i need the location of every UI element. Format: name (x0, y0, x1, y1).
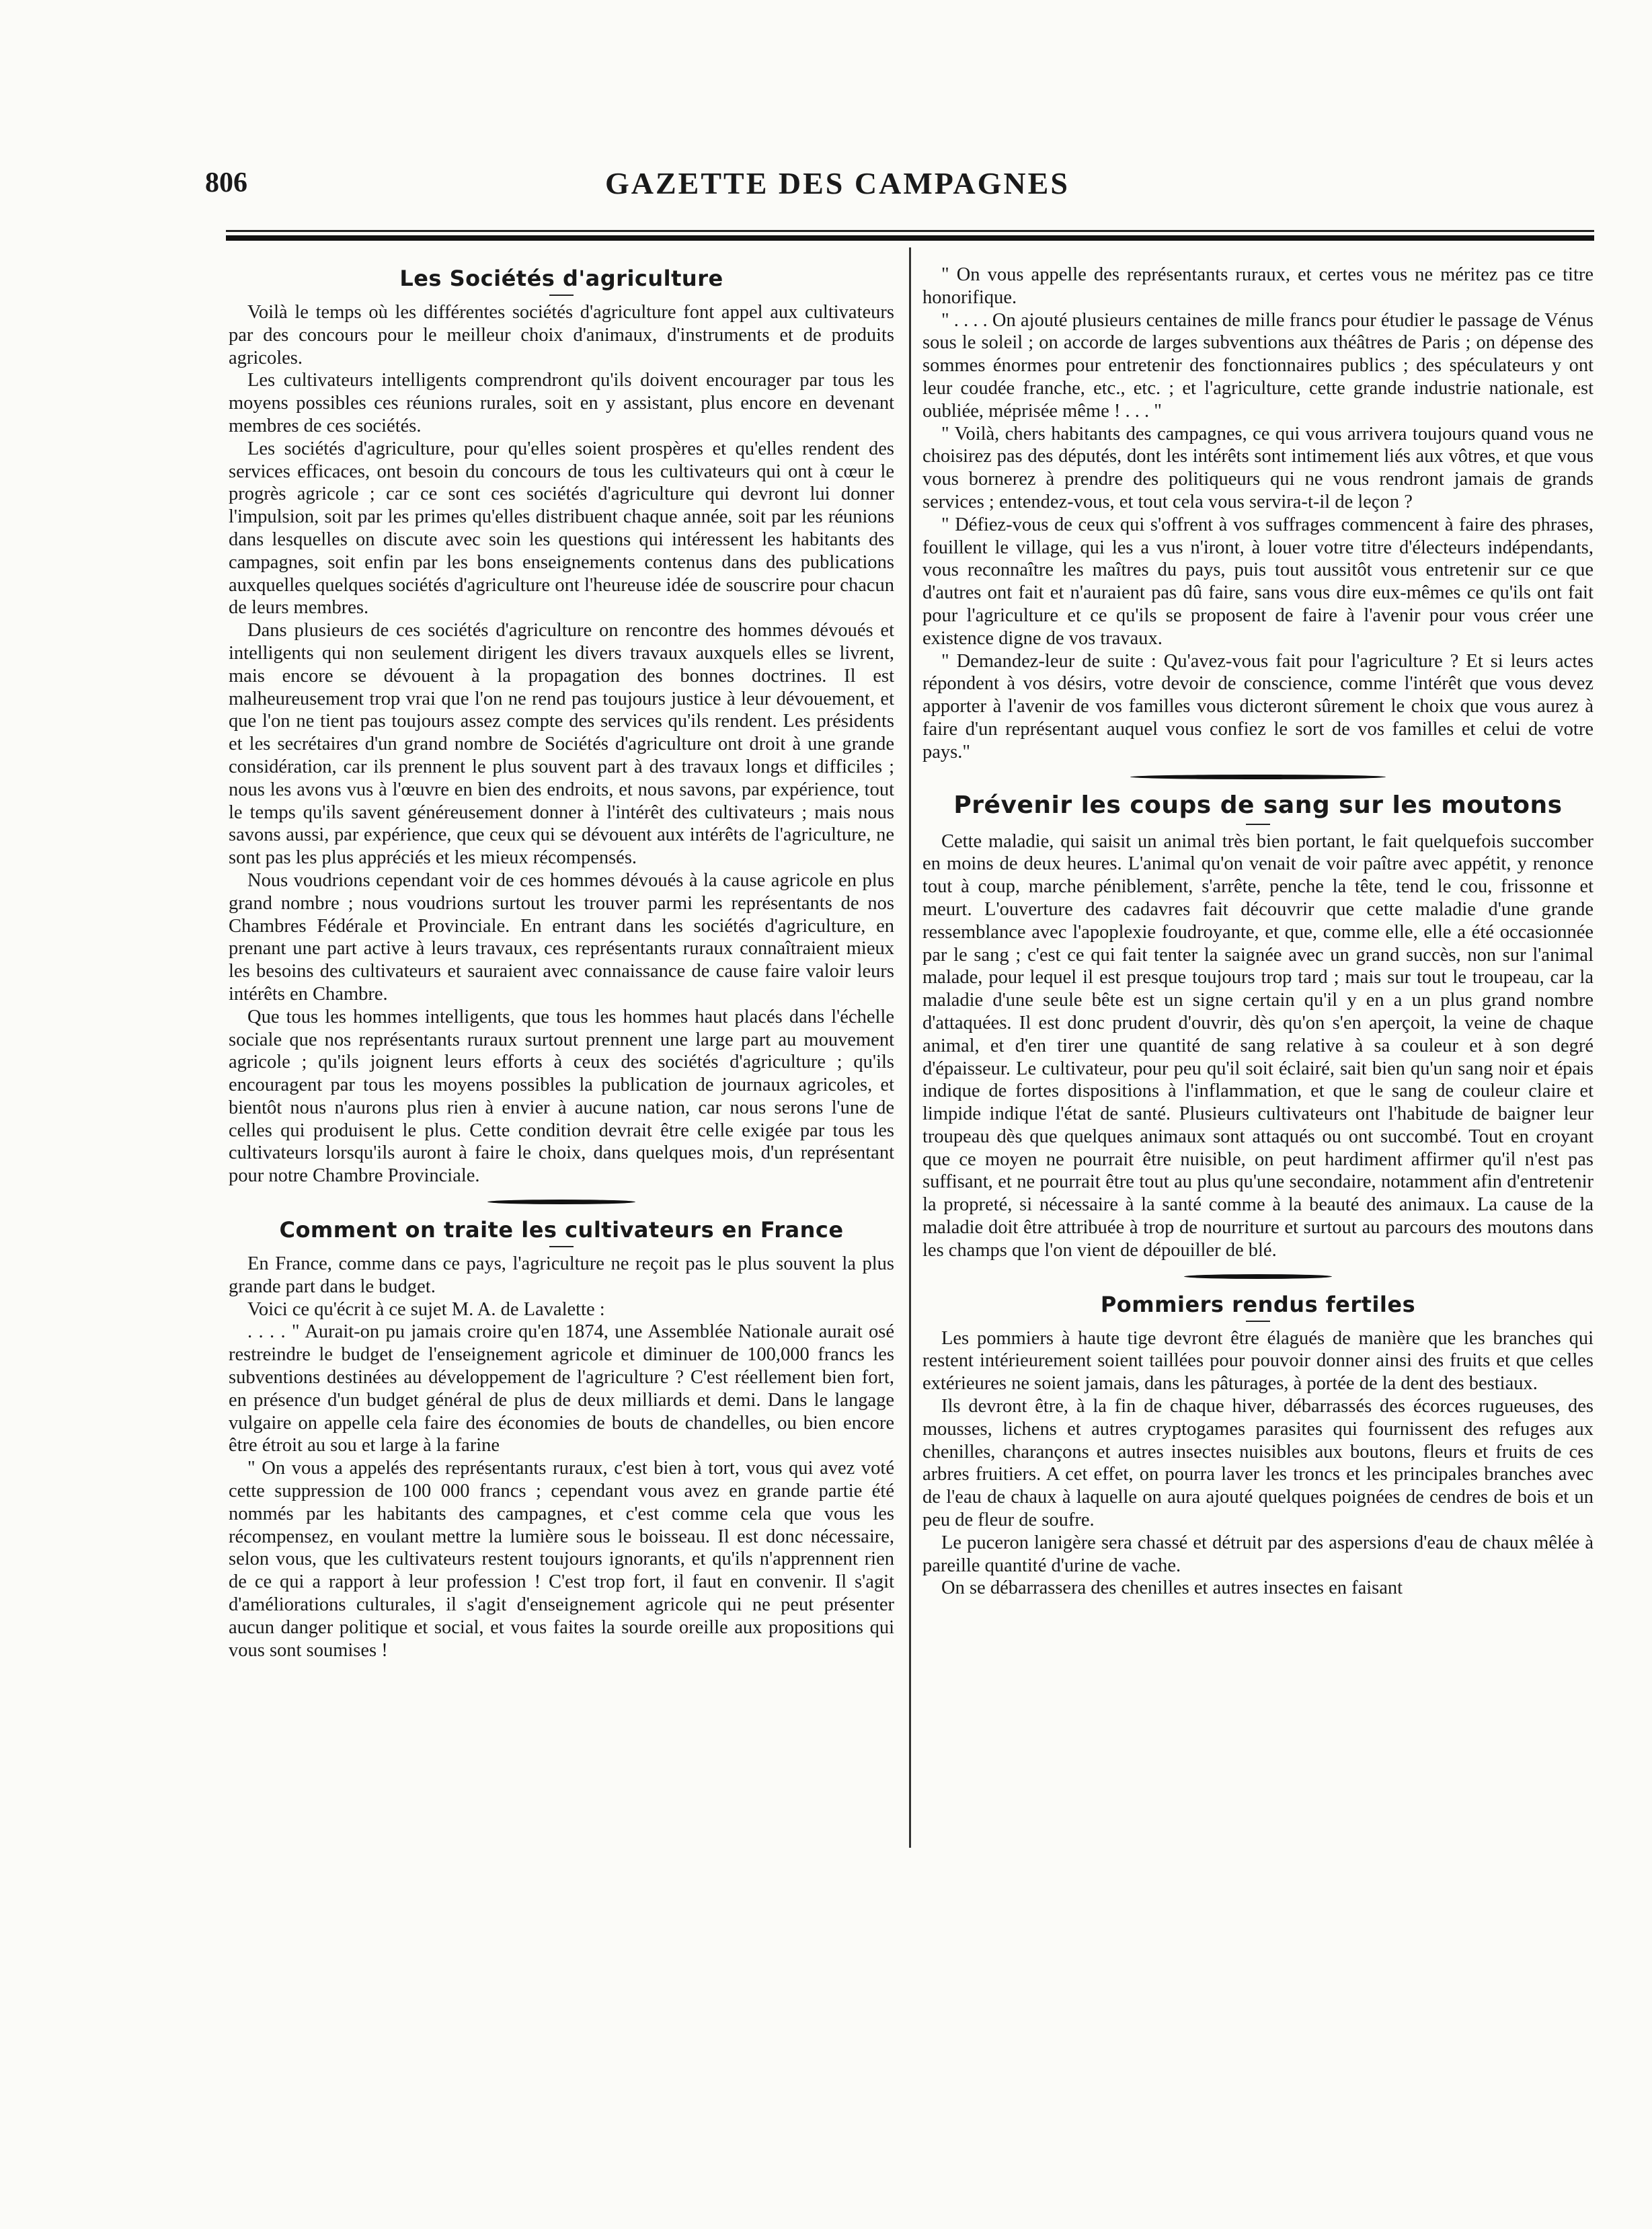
right-column (922, 264, 1594, 1600)
article-paragraph: Voilà le temps où les différentes sociétés d'agriculture font appel aux cultivateurs par des concours pour le meilleur choix d'animaux, d'instruments et de produits agricoles. (229, 302, 894, 368)
article-paragraph: On se débarrassera des chenilles et autres insectes en faisant (941, 1577, 1403, 1599)
article-title-cultivateurs-france: Comment on traite les cultivateurs en France (279, 1217, 844, 1243)
masthead-title: GAZETTE DES CAMPAGNES (605, 166, 1070, 200)
article-paragraph: Les pommiers à haute tige devront être élagués de manière que les branches qui restent intérieurement soient taillées pour pouvoir donner ainsi des fruits et que celles extérieures ne soient jamais, dans les pâturages, à portée de la dent des bestiaux. (922, 1327, 1594, 1395)
article-paragraph: " Défiez-vous de ceux qui s'offrent à vos suffrages commencent à faire des phrases, fouillent le village, qui les a vus n'iront, à louer votre titre d'électeurs indépendants, vous reconnaître les maîtres du pays, puis tout aussitôt vous entretenir sur ce que d'autres ont fait et n'auraient pas dû faire, sans vous dire eux-mêmes ce qu'ils ont fait pour l'agriculture et ce qu'ils se proposent de faire à l'avenir pour vous créer une existence digne de vos travaux. (922, 514, 1594, 649)
header-rule-thick (226, 235, 1594, 241)
title-dash (549, 1246, 574, 1247)
title-dash (1246, 824, 1270, 825)
title-dash (549, 295, 574, 296)
article-paragraph: " On vous a appelés des représentants ruraux, c'est bien à tort, vous qui avez voté cette suppression de 100 000 francs ; cependant vous avez en grande partie été nommés par les habitants des campagnes, et c'est comme cela que vous les récompensez, en voulant mettre la lumière sous le boisseau. Il est donc nécessaire, selon vous, que les cultivateurs restent toujours ignorants, et qu'ils n'apprennent rien de ce qui a rapport à leur profession ! C'est trop fort, il faut en convenir. Il s'agit d'améliorations culturales, il s'agit d'enseignement agricole qui ne peut présenter aucun danger politique et social, et vous faites la sourde oreille aux propositions qui vous sont soumises ! (229, 1458, 894, 1661)
article-paragraph: Ils devront être, à la fin de chaque hiver, débarrassés des écorces rugueuses, des mousses, lichens et autres cryptogames parasites qui fournissent des refuges aux chenilles, charançons et autres insectes nuisibles aux boutons, fleurs et fruits de ces arbres fruitiers. A cet effet, on pourra laver les troncs et les principales branches avec de l'eau de chaux à laquelle on aura ajouté quelques poignées de cendres de bois et un peu de fleur de soufre. (922, 1396, 1594, 1531)
article-paragraph: Le puceron lanigère sera chassé et détruit par des aspersions d'eau de chaux mêlée à pareille quantité d'urine de vache. (922, 1532, 1594, 1576)
column-divider (909, 247, 911, 1848)
article-paragraph: " Voilà, chers habitants des campagnes, ce qui vous arrivera toujours quand vous ne choisirez pas des députés, dont les intérêts sont intimement liés aux vôtres, et que vous vous bornerez à prendre des politiqueurs qui ne vous rendront jamais de grands services ; entendez-vous, et tout cela vous servira-t-il de leçon ? (922, 423, 1594, 512)
article-paragraph: Dans plusieurs de ces sociétés d'agriculture on rencontre des hommes dévoués et intelligents qui non seulement dirigent les divers travaux auxquels elles se livrent, mais encore se dévouent à la propagation des bonnes doctrines. Il est malheureusement trop vrai que l'on ne rend pas toujours justice à leur dévouement, et que l'on ne tient pas toujours assez compte des services qu'ils rendent. Les présidents et les secrétaires d'un grand nombre de Sociétés d'agriculture ont droit à une grande considération, car ils prennent le plus souvent part à des travaux longs et difficiles ; nous les avons vus à l'œuvre en bien des endroits, et nous savons, par expérience, tout le temps qu'ils savent généreusement donner à l'intérêt des cultivateurs ; mais nous savons aussi, par expérience, que ceux qui se dévouent aux intérêts de l'agriculture, ne sont pas les plus appréciés et les mieux récompensés. (229, 620, 894, 869)
title-dash (1246, 1321, 1270, 1322)
article-separator (1184, 1274, 1332, 1279)
header-rule-thin (226, 230, 1594, 232)
article-paragraph: Que tous les hommes intelligents, que tous les hommes haut placés dans l'échelle sociale que nos représentants ruraux surtout prennent une large part au mouvement agricole ; qu'ils joignent leurs efforts à ceux des sociétés d'agriculture ; qu'ils encouragent par tous les moyens possibles la publication de journaux agricoles, et bientôt nous n'aurons plus rien à envier à aucune nation, car nous serons l'une de celles qui produisent le plus. Cette condition devrait être celle exigée par tous les cultivateurs lorsqu'ils auront à faire le choix, dans quelques mois, d'un représentant pour notre Chambre Provinciale. (229, 1006, 894, 1187)
article-paragraph: " On vous appelle des représentants ruraux, et certes vous ne méritez pas ce titre honorifique. (922, 264, 1594, 308)
article-title-moutons: Prévenir les coups de sang sur les moutons (953, 791, 1563, 819)
article-paragraph: . . . . " Aurait-on pu jamais croire qu'en 1874, une Assemblée Nationale aurait osé restreindre le budget de l'enseignement agricole et diminuer de 100,000 francs les subventions destinées au développement de l'agriculture ? C'est réellement bien fort, en présence d'un budget général de plus de deux milliards et demi. Dans le langage vulgaire on appelle cela faire des économies de bouts de chandelles, ou bien encore être étroit au sou et large à la farine (229, 1321, 894, 1456)
article-paragraph: " Demandez-leur de suite : Qu'avez-vous fait pour l'agriculture ? Et si leurs actes répondent à vos désirs, votre devoir de conscience, comme l'intérêt que vous devez apporter à l'avenir de vos familles vous dicteront sûrement le choix que vous aurez à faire d'un représentant auquel vous confiez le sort de vos familles et celui de votre pays." (922, 650, 1594, 762)
article-paragraph: Voici ce qu'écrit à ce sujet M. A. de Lavalette : (247, 1298, 605, 1320)
page-number: 806 (205, 167, 247, 198)
article-paragraph: En France, comme dans ce pays, l'agriculture ne reçoit pas le plus souvent la plus grande part dans le budget. (229, 1253, 894, 1297)
article-paragraph: Les sociétés d'agriculture, pour qu'elles soient prospères et qu'elles rendent des services efficaces, ont besoin du concours de tous les cultivateurs qui ont à cœur le progrès agricole ; car ce sont ces sociétés d'agriculture qui devront lui donner l'impulsion, soit par les primes qu'elles distribuent chaque année, soit par les réunions dans lesquelles on discute avec soin les questions qui intéressent les habitants des campagnes, soit enfin par les bons enseignements contenus dans des publications auxquelles quelques sociétés d'agriculture ont l'heureuse idée de souscrire pour chacun de leurs membres. (229, 438, 894, 619)
article-separator (1130, 775, 1386, 779)
article-paragraph: Cette maladie, qui saisit un animal très bien portant, le fait quelquefois succomber en moins de deux heures. L'animal qu'on venait de voir paître avec appétit, y renonce tout à coup, marche péniblement, s'arrête, penche la tête, tend le cou, frissonne et meurt. L'ouverture des cadavres fait découvrir que cette maladie d'une grande ressemblance avec l'apoplexie foudroyante, et que, comme elle, elle a été occasionnée par le sang ; c'est ce qui fait tenter la saignée avec un grand succès, non sur l'animal malade, pour lequel il est presque toujours trop tard ; mais sur tout le troupeau, car la maladie d'une seule bête est un signe certain qu'il y en a un plus grand nombre d'attaquées. Il est donc prudent d'ouvrir, dès qu'on s'en aperçoit, la veine de chaque animal, et d'en tirer une quantité de sang relative à sa couleur et à son degré d'épaisseur. Le cultivateur, pour peu qu'il soit éclairé, sait bien qu'un sang noir et épais indique de fortes dispositions à l'inflammation, et que le sang de couleur claire et limpide indique l'état de santé. Plusieurs cultivateurs ont l'habitude de baigner leur troupeau dès que quelques animaux sont attaqués ou ont succombé. Tout en croyant que ce moyen ne pourrait être nuisible, on peut hardiment affirmer qu'il n'est pas suffisant, et ne pourrait être tout au plus qu'une secondaire, notamment afin d'entretenir la propreté, si nécessaire à la santé comme à la beauté des animaux. La cause de la maladie doit être attribuée à trop de nourriture et surtout au parcours des moutons dans les champs que l'on vient de dépouiller de blé. (922, 830, 1594, 1261)
article-paragraph: Nous voudrions cependant voir de ces hommes dévoués à la cause agricole en plus grand nombre ; nous voudrions surtout les trouver parmi les représentants de nos Chambres Fédérale et Provinciale. En entrant dans les sociétés d'agriculture, en prenant une part active à leurs travaux, ces représentants ruraux connaîtraient mieux les besoins des cultivateurs et sauraient avec connaissance de cause faire valoir leurs intérêts en Chambre. (229, 869, 894, 1005)
article-separator (487, 1200, 635, 1204)
article-title-societes: Les Sociétés d'agriculture (399, 266, 723, 291)
article-paragraph: " . . . . On ajouté plusieurs centaines de mille francs pour étudier le passage de Vénus sous le soleil ; on accorde de larges subventions aux théâtres de Paris ; on dépense des sommes énormes pour entretenir des fonctionnaires publics ; des spéculateurs y ont leur coudée franche, etc., etc. ; et l'agriculture, cette grande industrie nationale, est oubliée, méprisée même ! . . . " (922, 309, 1594, 422)
left-column (229, 264, 894, 1661)
article-title-pommiers: Pommiers rendus fertiles (1100, 1291, 1416, 1317)
article-paragraph: Les cultivateurs intelligents comprendront qu'ils doivent encourager par tous les moyens possibles ces réunions rurales, soit en y assistant, plus encore en devenant membres de ces sociétés. (229, 370, 894, 436)
